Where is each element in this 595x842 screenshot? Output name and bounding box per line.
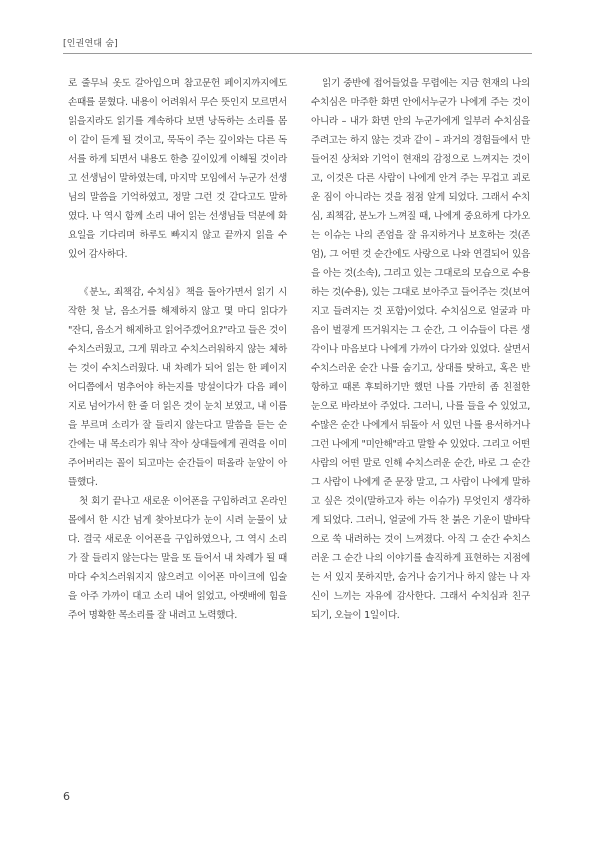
- running-header: [인권연대 숨]: [63, 39, 118, 49]
- paragraph-befriending-shame: 읽기 중반에 접어들었을 무렵에는 지금 현재의 나의 수치심은 마주한 화면 안에서누군가 나에게 주는 것이 아니라 – 내가 화면 안의 누군가에게 일부러 수치심을 주려고는 하지 않는 것과 같이 – 과거의 경험들에서 만들어진 상처와 기억이 현재의 감정으로 느껴지는 것이고, 이것은 다른 사람이 나에게 안겨 주는 무겁고 괴로운 짐이 아니라는 것을 점점 알게 되었다. 그래서 수치심, 죄책감, 분노가 느껴질 때, 나에게 중요하게 다가오는 이슈는 나의 존엄을 잘 유지하거나 보호하는 것(존엄), 그 어떤 것 순간에도 사랑으로 나와 연결되어 있음을 아는 것(소속), 그리고 있는 그대로의 모습으로 수용하는 것(수용), 있는 그대로 보아주고 들어주는 것(보여지고 들려지는 것 포함)이었다. 수치심으로 얼굴과 마음이 벌겋게 뜨거워지는 그 순간, 그 이슈들이 다른 생각이나 마음보다 나에게 가까이 다가와 있었다. 살면서 수치스러운 순간 나를 숨기고, 상대를 탓하고, 혹은 반항하고 때론 후퇴하기만 했던 나를 가만히 좀 친절한 눈으로 바라보아 주었다. 그러니, 나를 들을 수 있었고, 수많은 순간 나에게서 뒤돌아 서 있던 나를 용서하거나 그런 나에게 "미안해"라고 말할 수 있었다. 그리고 어떤 사람의 어떤 말로 인해 수치스러운 순간, 바로 그 순간 그 사람이 나에게 준 문장 말고, 그 사람이 나에게 말하고 싶은 것이(말하고자 하는 이슈가) 무엇인지 생각하게 되었다. 그러니, 얼굴에 가득 찬 붉은 기운이 발바닥으로 쑥 내려하는 것이 느껴졌다. 아직 그 순간 수치스러운 그 순간 나의 이야기를 솔직하게 표현하는 지점에는 서 있지 못하지만, 숨거나 숨기거나 하지 않는 나 자신이 느끼는 자유에 감사한다. 그래서 수치심과 친구 되기, 오늘이 1일이다.: [311, 78, 530, 621]
- paragraph-spacer: [68, 264, 287, 283]
- paragraph-new-earphones: 첫 회기 끝나고 새로운 이어폰을 구입하려고 온라인 몰에서 한 시간 넘게 찾아보다가 눈이 시려 눈물이 났다. 결국 새로운 이어폰을 구입하였으나, 그 역시 소리가 잘 들리지 않는다는 말을 또 들어서 내 차례가 될 때마다 수치스러워지지 않으려고 이어폰 마이크에 입술을 아주 가까이 대고 소리 내어 읽었고, 아랫배에 힘을 주어 명확한 목소리를 잘 내려고 노력했다.: [68, 496, 287, 621]
- left-column: [68, 74, 287, 625]
- paragraph-first-reading-day: 《분노, 죄책감, 수치심》책을 돌아가면서 읽기 시작한 첫 날, 음소거를 해제하지 않고 몇 마디 읽다가 "잔디, 음소거 해제하고 읽어주겠어요?"라고 들은 것이 수치스러웠고, 그게 뭐라고 수치스러워하지 않는 체하는 것이 수치스러웠다. 내 차례가 되어 읽는 한 페이지 어디쯤에서 멈추어야 하는지를 망설이다가 다음 페이지로 넘어가서 한 줄 더 읽은 것이 눈치 보였고, 내 이름을 부르며 소리가 잘 들리지 않는다고 말씀을 듣는 순간에는 내 목소리가 워낙 작아 상대들에게 권력을 이미 주어버리는 꼴이 되고마는 순간들이 떠올라 눈앞이 아뜰했다.: [68, 287, 287, 488]
- paragraph-reading-aloud: 로 줄무늬 옷도 갈아입으며 참고문헌 페이지까지에도 손때를 묻혔다. 내용이 어려워서 무슨 뜻인지 모르면서 읽을지라도 읽기를 계속하다 보면 낭독하는 소리를 몸이 같이 듣게 될 것이고, 묵독이 주는 깊이와는 다른 독서를 하게 되면서 내용도 한층 깊이있게 이해될 것이라고 선생님이 말하였는데, 마지막 모임에서 누군가 선생님의 말씀을 기억하였고, 정말 그런 것 같다고도 말하였다. 나 역시 함께 소리 내어 읽는 선생님들 덕분에 화요일을 기다리며 하루도 빠지지 않고 끝까지 읽을 수 있어 감사하다.: [68, 78, 287, 260]
- page-number: 6: [63, 790, 70, 803]
- right-column: [311, 74, 530, 625]
- header-divider: [63, 53, 532, 54]
